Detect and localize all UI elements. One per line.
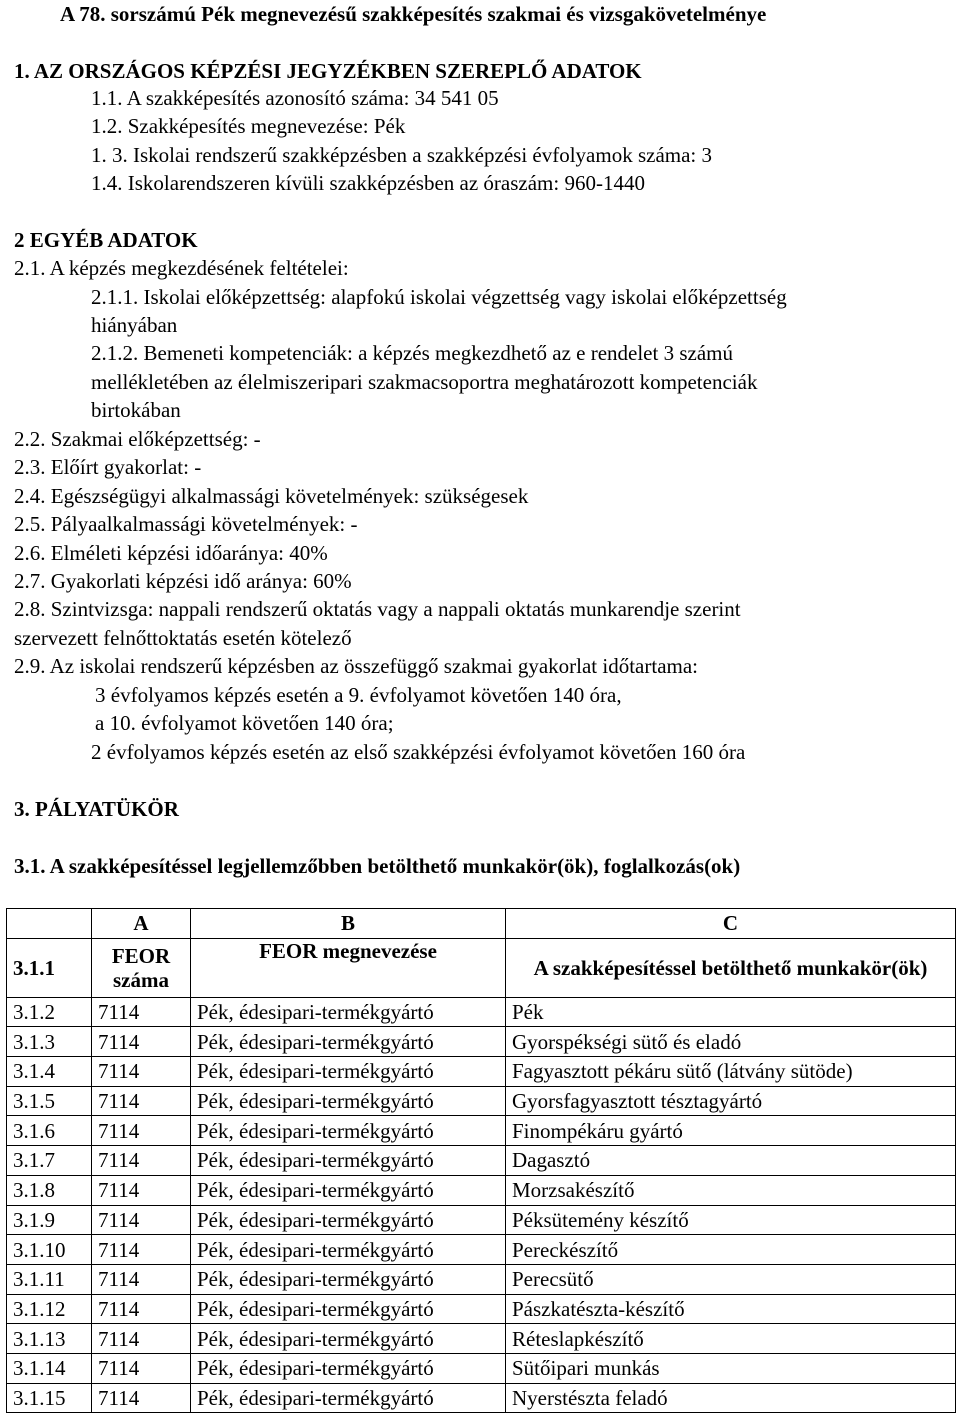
item-2-9-line-2: 3 évfolyamos képzés esetén a 9. évfolyamot követően 140 óra, xyxy=(95,683,622,707)
table-cell: 7114 xyxy=(92,1205,191,1235)
table-cell: 7114 xyxy=(92,1383,191,1413)
table-cell: 3.1.8 xyxy=(7,1175,92,1205)
table-cell: Pék, édesipari-termékgyártó xyxy=(191,1027,506,1057)
table-cell: Pék, édesipari-termékgyártó xyxy=(191,1175,506,1205)
table-cell: Pék, édesipari-termékgyártó xyxy=(191,1383,506,1413)
item-2-1-2-line-1: 2.1.2. Bemeneti kompetenciák: a képzés megkezdhető az e rendelet 3 számú xyxy=(91,341,733,365)
table-cell: 3.1.4 xyxy=(7,1057,92,1087)
item-2-3: 2.3. Előírt gyakorlat: - xyxy=(14,455,202,479)
table-cell: Perecsütő xyxy=(506,1264,956,1294)
table-letter-cell xyxy=(7,909,92,939)
table-cell: 3.1.15 xyxy=(7,1383,92,1413)
table-header-cell: FEOR megnevezése xyxy=(191,938,506,997)
table-row xyxy=(7,1146,956,1176)
table-row xyxy=(7,1027,956,1057)
table-cell: 7114 xyxy=(92,1175,191,1205)
table-cell: Pék, édesipari-termékgyártó xyxy=(191,1264,506,1294)
table-cell: 7114 xyxy=(92,1146,191,1176)
table-cell: Sütőipari munkás xyxy=(506,1353,956,1383)
table-cell: Pék, édesipari-termékgyártó xyxy=(191,1353,506,1383)
item-2-8-line-1: 2.8. Szintvizsga: nappali rendszerű oktatás vagy a nappali oktatás munkarendje szerint xyxy=(14,597,741,621)
table-cell: 7114 xyxy=(92,1116,191,1146)
table-cell: 7114 xyxy=(92,1264,191,1294)
table-cell: 3.1.3 xyxy=(7,1027,92,1057)
item-2-8-line-2: szervezett felnőttoktatás esetén kötelező xyxy=(14,626,352,650)
section-2-heading: 2 EGYÉB ADATOK xyxy=(14,228,198,252)
table-cell: 7114 xyxy=(92,1027,191,1057)
table-cell: 3.1.13 xyxy=(7,1324,92,1354)
table-cell: 3.1.2 xyxy=(7,997,92,1027)
item-1-3: 1. 3. Iskolai rendszerű szakképzésben a szakképzési évfolyamok száma: 3 xyxy=(91,143,713,167)
table-letter-row xyxy=(7,909,956,939)
table-header-cell: 3.1.1 xyxy=(7,938,92,997)
section-3-heading: 3. PÁLYATÜKÖR xyxy=(14,797,179,821)
item-1-4: 1.4. Iskolarendszeren kívüli szakképzésben az óraszám: 960-1440 xyxy=(91,171,645,195)
table-row xyxy=(7,1205,956,1235)
table-row xyxy=(7,1324,956,1354)
table-cell: Pászkatészta-készítő xyxy=(506,1294,956,1324)
item-2-6: 2.6. Elméleti képzési időaránya: 40% xyxy=(14,541,328,565)
table-row xyxy=(7,1353,956,1383)
table-row xyxy=(7,1175,956,1205)
table-header-row xyxy=(7,938,956,997)
table-cell: Morzsakészítő xyxy=(506,1175,956,1205)
table-cell: 3.1.6 xyxy=(7,1116,92,1146)
item-2-9-line-3: a 10. évfolyamot követően 140 óra; xyxy=(95,711,394,735)
table-letter-cell: C xyxy=(506,909,956,939)
table-row xyxy=(7,1294,956,1324)
table-cell: Péksütemény készítő xyxy=(506,1205,956,1235)
item-2-9-line-1: 2.9. Az iskolai rendszerű képzésben az összefüggő szakmai gyakorlat időtartama: xyxy=(14,654,699,678)
table-cell: 7114 xyxy=(92,1086,191,1116)
table-cell: Pereckészítő xyxy=(506,1235,956,1265)
table-cell: Gyorsfagyasztott tésztagyártó xyxy=(506,1086,956,1116)
table-cell: Finompékáru gyártó xyxy=(506,1116,956,1146)
table-cell: Pék, édesipari-termékgyártó xyxy=(191,1205,506,1235)
table-row xyxy=(7,1057,956,1087)
item-2-1-1-line-2: hiányában xyxy=(91,313,178,337)
item-1-1: 1.1. A szakképesítés azonosító száma: 34 541 05 xyxy=(91,86,499,110)
table-cell: Dagasztó xyxy=(506,1146,956,1176)
item-2-2: 2.2. Szakmai előképzettség: - xyxy=(14,427,261,451)
table-cell: Pék, édesipari-termékgyártó xyxy=(191,1324,506,1354)
table-cell: 3.1.14 xyxy=(7,1353,92,1383)
table-cell: 3.1.7 xyxy=(7,1146,92,1176)
item-2-7: 2.7. Gyakorlati képzési idő aránya: 60% xyxy=(14,569,352,593)
table-cell: 3.1.12 xyxy=(7,1294,92,1324)
table-cell: Pék, édesipari-termékgyártó xyxy=(191,1294,506,1324)
item-2-1-2-line-2: mellékletében az élelmiszeripari szakmacsoportra meghatározott kompetenciák xyxy=(91,370,758,394)
table-row xyxy=(7,997,956,1027)
table-cell: 7114 xyxy=(92,1235,191,1265)
table-row xyxy=(7,1264,956,1294)
table-cell: Gyorspékségi sütő és eladó xyxy=(506,1027,956,1057)
item-1-2: 1.2. Szakképesítés megnevezése: Pék xyxy=(91,114,406,138)
table-row xyxy=(7,1086,956,1116)
table-letter-cell: B xyxy=(191,909,506,939)
item-2-1: 2.1. A képzés megkezdésének feltételei: xyxy=(14,256,349,280)
table-cell: Réteslapkészítő xyxy=(506,1324,956,1354)
table-cell: Fagyasztott pékáru sütő (látvány sütöde) xyxy=(506,1057,956,1087)
table-row xyxy=(7,1116,956,1146)
item-2-1-1-line-1: 2.1.1. Iskolai előképzettség: alapfokú iskolai végzettség vagy iskolai előképzettség xyxy=(91,285,787,309)
section-1-heading: 1. AZ ORSZÁGOS KÉPZÉSI JEGYZÉKBEN SZEREPLŐ ADATOK xyxy=(14,59,642,83)
table-cell: 3.1.5 xyxy=(7,1086,92,1116)
table-row xyxy=(7,1383,956,1413)
table-cell: Pék, édesipari-termékgyártó xyxy=(191,1235,506,1265)
table-cell: Pék, édesipari-termékgyártó xyxy=(191,1057,506,1087)
table-cell: 7114 xyxy=(92,1057,191,1087)
item-2-1-2-line-3: birtokában xyxy=(91,398,181,422)
table-cell: 7114 xyxy=(92,1294,191,1324)
table-cell: Nyerstészta feladó xyxy=(506,1383,956,1413)
section-3-1-heading: 3.1. A szakképesítéssel legjellemzőbben betölthető munkakör(ök), foglalkozás(ok) xyxy=(14,854,741,878)
table-cell: Pék xyxy=(506,997,956,1027)
table-row xyxy=(7,1235,956,1265)
table-cell: 7114 xyxy=(92,997,191,1027)
table-letter-cell: A xyxy=(92,909,191,939)
table-cell: 7114 xyxy=(92,1353,191,1383)
table-cell: Pék, édesipari-termékgyártó xyxy=(191,1086,506,1116)
item-2-4: 2.4. Egészségügyi alkalmassági követelmények: szükségesek xyxy=(14,484,529,508)
table-cell: 7114 xyxy=(92,1324,191,1354)
feor-table xyxy=(6,908,956,1413)
table-cell: Pék, édesipari-termékgyártó xyxy=(191,997,506,1027)
table-header-cell: FEOR száma xyxy=(92,938,191,997)
table-cell: Pék, édesipari-termékgyártó xyxy=(191,1116,506,1146)
item-2-5: 2.5. Pályaalkalmassági követelmények: - xyxy=(14,512,358,536)
table-cell: 3.1.9 xyxy=(7,1205,92,1235)
item-2-9-line-4: 2 évfolyamos képzés esetén az első szakképzési évfolyamot követően 160 óra xyxy=(91,740,746,764)
table-cell: 3.1.10 xyxy=(7,1235,92,1265)
document-title: A 78. sorszámú Pék megnevezésű szakképesítés szakmai és vizsgakövetelménye xyxy=(60,2,767,26)
table-cell: Pék, édesipari-termékgyártó xyxy=(191,1146,506,1176)
table-cell: 3.1.11 xyxy=(7,1264,92,1294)
table-header-cell: A szakképesítéssel betölthető munkakör(ök) xyxy=(506,938,956,997)
